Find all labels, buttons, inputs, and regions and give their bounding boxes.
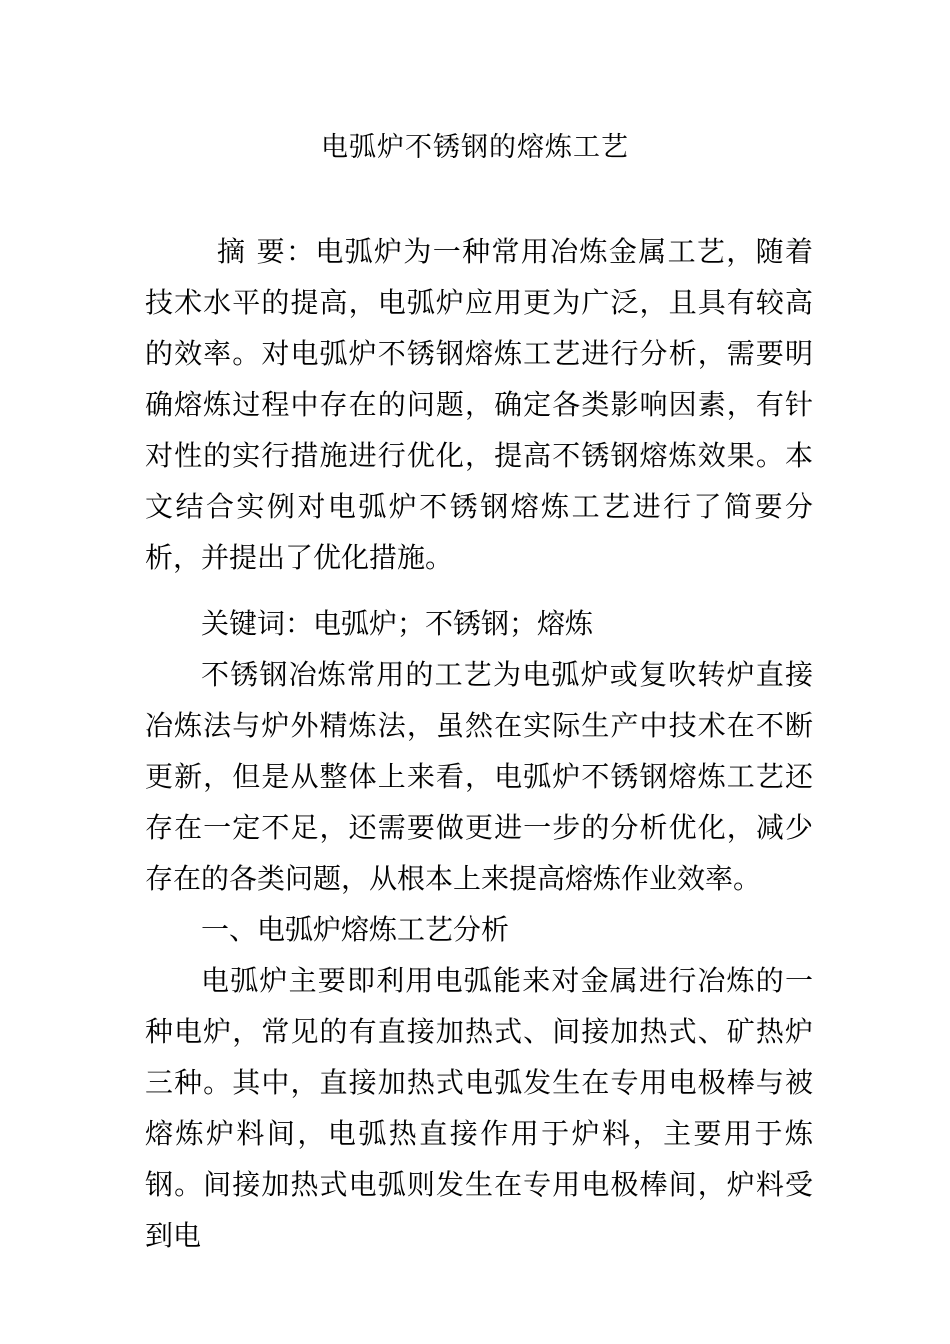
keywords-line: 关键词：电弧炉；不锈钢；熔炼 (201, 607, 594, 640)
abstract-paragraph: 摘 要：电弧炉为一种常用冶炼金属工艺，随着技术水平的提高，电弧炉应用更为广泛，且具有较高的效率。对电弧炉不锈钢熔炼工艺进行分析，需要明确熔炼过程中存在的问题，确定各类影响因素，有针对性的实行措施进行优化，提高不锈钢熔炼效果。本文结合实例对电弧炉不锈钢熔炼工艺进行了简要分析，并提出了优化措施。 (145, 235, 813, 574)
document-title: 电弧炉不锈钢的熔炼工艺 (321, 132, 629, 163)
section-heading: 一、电弧炉熔炼工艺分析 (201, 913, 510, 946)
section-paragraph: 电弧炉主要即利用电弧能来对金属进行冶炼的一种电炉，常见的有直接加热式、间接加热式、矿热炉三种。其中，直接加热式电弧发生在专用电极棒与被熔炼炉料间，电弧热直接作用于炉料，主要用于炼钢。间接加热式电弧则发生在专用电极棒间，炉料受到电 (145, 964, 813, 1252)
intro-paragraph: 不锈钢冶炼常用的工艺为电弧炉或复吹转炉直接冶炼法与炉外精炼法，虽然在实际生产中技术在不断更新，但是从整体上来看，电弧炉不锈钢熔炼工艺还存在一定不足，还需要做更进一步的分析优化，减少存在的各类问题，从根本上来提高熔炼作业效率。 (145, 658, 813, 895)
